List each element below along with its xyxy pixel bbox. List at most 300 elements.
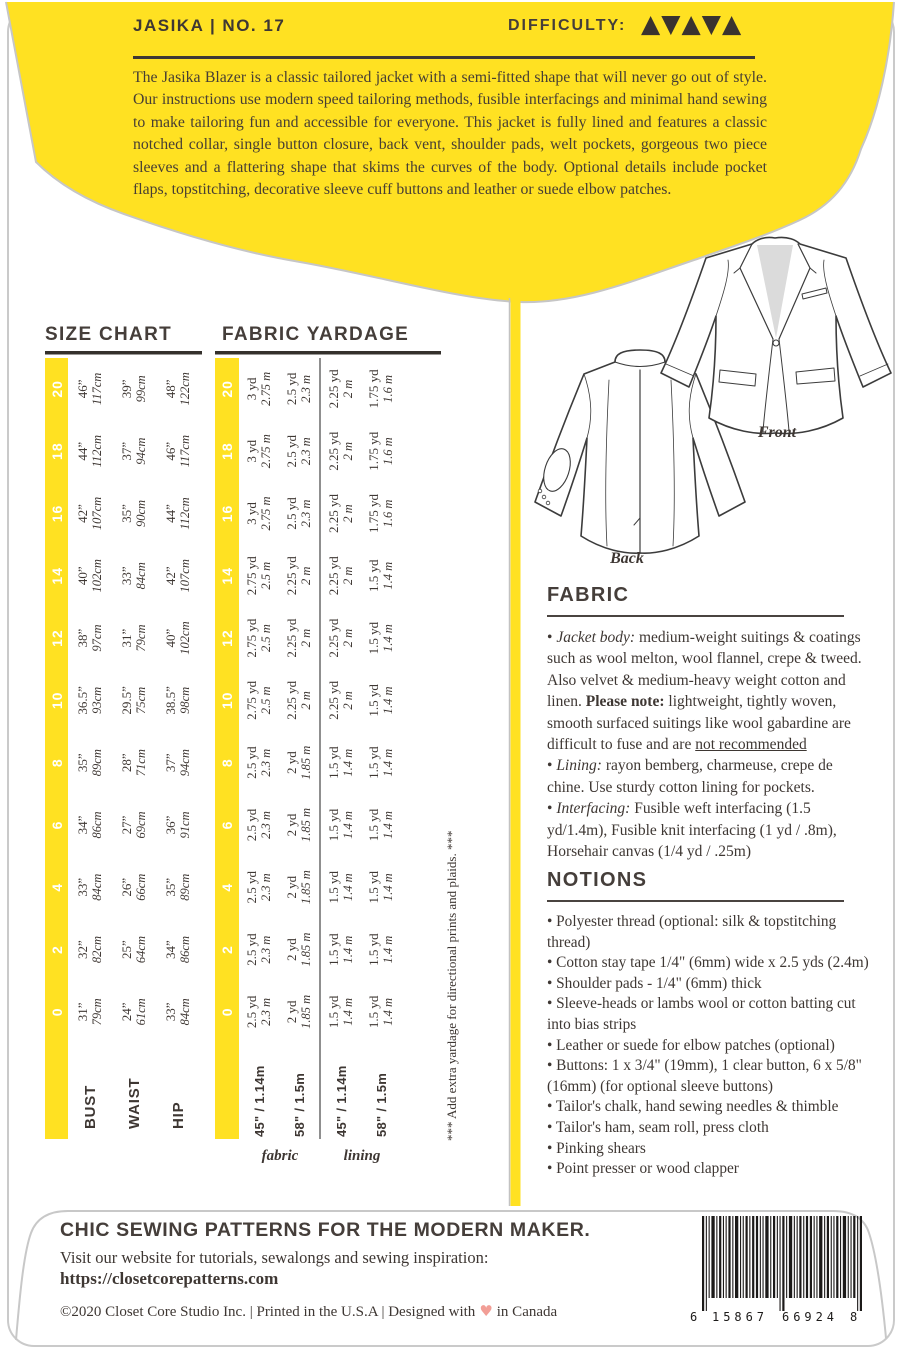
meters-value: 2.3 m [299,437,313,466]
fabric-section-title: FABRIC [547,584,630,606]
inches-value: 36.5” [75,686,90,715]
measurement-cell [68,358,112,420]
size-cell: 20 [215,358,239,420]
size-cell: 12 [215,607,239,669]
yards-value: 2 yd [284,813,299,837]
cm-value: 102cm [178,621,192,655]
cm-value: 94cm [134,437,148,465]
cm-value: 89cm [178,873,192,901]
size-cell: 4 [215,856,239,918]
yardage-cell [279,607,321,669]
triangle-down-icon: ▼ [661,9,681,38]
size-header-spacer [45,1043,68,1139]
measurement-cell [112,669,156,731]
bullet-text: medium-weight suitings & coatings such as wool melton, wool flannel, crepe & tweed. Also velvet & medium-heavy weight cotton and linen. [547,629,862,711]
inches-value: 26” [119,877,134,897]
yardage-cell [361,358,401,420]
cm-value: 112cm [178,497,192,530]
yards-value: 2.5 yd [284,497,299,530]
measurement-cell [112,856,156,918]
cm-value: 79cm [90,998,104,1026]
yards-value: 2.75 yd [244,618,259,658]
inches-value: 48” [163,379,178,399]
yardage-cell [361,981,401,1043]
meters-value: 1.85 m [299,745,313,780]
yards-value: 2.25 yd [326,431,341,471]
cm-value: 66cm [134,873,148,901]
yards-value: 1.5 yd [366,684,381,717]
yards-value: 2 yd [284,938,299,961]
group-label-fabric: fabric [261,1148,299,1164]
cm-value: 79cm [134,624,148,652]
inches-value: 42” [75,504,90,523]
bullet-text: Please note: [585,693,665,711]
yardage-cell [239,669,279,731]
brand-title: JASIKA | NO. 17 [133,16,286,35]
size-cell: 20 [45,358,68,420]
yardage-cell [361,420,401,482]
yardage-cell [239,607,279,669]
measurement-cell [156,981,200,1043]
notion-item: • Tailor's ham, seam roll, press cloth [547,1118,769,1136]
measurement-cell [68,482,112,544]
measurement-cell [68,545,112,607]
yards-value: 2.5 yd [284,434,299,468]
header-rule [133,56,755,59]
yards-value: 3 yd [244,502,259,525]
cm-value: 82cm [90,936,104,964]
yardage-cell [279,482,321,544]
inches-value: 33” [119,566,134,586]
meters-value: 1.85 m [299,932,313,967]
inches-value: 40” [75,566,90,586]
meters-value: 2.3 m [259,748,273,777]
meters-value: 1.85 m [299,870,313,905]
difficulty-icons [641,8,741,40]
measurement-cell [112,482,156,544]
bullet-text: Jacket body: [556,629,639,646]
notion-item: • Point presser or wood clapper [547,1160,739,1178]
meters-value: 2 m [341,441,355,461]
cm-value: 112cm [90,434,104,468]
back-caption: Back [610,550,644,567]
meters-value: 2.75 m [259,496,273,531]
size-cell: 6 [45,794,68,856]
yards-value: 1.5 yd [326,871,341,904]
yardage-cell [361,482,401,544]
meters-value: 1.4 m [381,935,395,964]
yards-value: 2.75 yd [244,680,259,720]
meters-value: 2.3 m [259,997,273,1026]
yards-value: 3 yd [244,377,259,401]
yardage-cell [321,732,361,794]
meters-value: 1.6 m [381,437,395,466]
inches-value: 31” [119,628,134,648]
inches-value: 44” [75,441,90,461]
cm-value: 117cm [178,434,192,468]
row-label-bust: BUST [81,1084,99,1129]
measurement-cell [156,482,200,544]
yardage-cell [321,482,361,544]
inches-value: 37” [163,753,178,773]
footer-copyright [60,1302,557,1321]
size-cell: 12 [45,607,68,669]
inches-value: 38” [75,628,90,648]
notion-item: • Buttons: 1 x 3/4" (19mm), 1 clear button, 6 x 5/8" (16mm) (for optional sleeve buttons) [547,1057,862,1095]
yards-value: 1.5 yd [366,559,381,593]
inches-value: 27” [119,815,134,835]
inches-value: 42” [163,566,178,586]
size-chart-top-rule [45,351,202,355]
yards-value: 2.75 yd [244,556,259,596]
measurement-cell [112,358,156,420]
cm-value: 91cm [178,811,192,839]
yards-value: 2.5 yd [244,746,259,779]
meters-value: 2.5 m [259,624,273,652]
fabric-rule [547,615,844,617]
size-cell: 16 [45,482,68,544]
yards-value: 2.25 yd [326,556,341,596]
meters-value: 2 m [299,628,313,648]
yardage-cell [321,358,361,420]
yards-value: 3 yd [244,439,259,463]
cm-value: 89cm [90,749,104,777]
triangle-down-icon: ▼ [701,9,721,38]
meters-value: 1.4 m [381,748,395,777]
yardage-cell [321,794,361,856]
cm-value: 98cm [178,686,192,714]
bullet-text: Interfacing: [556,800,635,818]
copyright-text: ©2020 Closet Core Studio Inc. | Printed in the U.S.A | Designed with [60,1304,476,1320]
cm-value: 86cm [178,936,192,964]
notion-item: • Shoulder pads - 1/4" (6mm) thick [547,974,762,992]
measurement-cell [68,669,112,731]
fabric-bullet: • Lining: rayon bemberg, charmeuse, crepe de chine. Use sturdy cotton lining for pockets. [547,757,833,796]
meters-value: 1.4 m [341,811,355,839]
size-cell: 16 [215,482,239,544]
measurement-cell [112,981,156,1043]
cm-value: 84cm [90,873,104,901]
yardage-cell [239,545,279,607]
yardage-cell [279,981,321,1043]
yardage-width-label: 45" / 1.14m [251,1065,267,1137]
cm-value: 71cm [134,749,148,777]
svg-text:8: 8 [850,1310,858,1324]
yardage-cell [361,918,401,980]
yards-value: 2.25 yd [326,369,341,409]
yards-value: 2.5 yd [244,871,259,904]
yards-value: 2.25 yd [326,493,341,533]
yardage-cell [321,420,361,482]
description-text: The Jasika Blazer is a classic tailored jacket with a semi-fitted shape that will never go out of style. Our instructions use modern speed tailoring methods, fusible interfacings and minimal hand sewing to make tailoring fun and accessible for everyone. This jacket is fully lined and features a classic notched collar, single button closure, back vent, shoulder pads, welt pockets, gorgeous two piece sleeves and a flattering shape that skims the curves of the body. Optional details include pocket flaps, topstitching, decorative sleeve cuff buttons and leather or suede elbow patches. [133,69,767,199]
meters-value: 1.4 m [341,748,355,777]
barcode-svg [690,1216,862,1324]
inches-value: 34” [163,940,178,959]
footer-visit-text: Visit our website for tutorials, sewalongs and sewing inspiration: [60,1248,489,1267]
yardage-cell [279,545,321,607]
svg-text:15867: 15867 [712,1310,764,1324]
yards-value: 2.5 yd [244,933,259,966]
meters-value: 2.75 m [259,434,273,469]
meters-value: 2 m [341,566,355,585]
measurement-cell [68,918,112,980]
yardage-cell [361,732,401,794]
measurement-cell [156,856,200,918]
inches-value: 46” [163,441,178,461]
footer-url: https://closetcorepatterns.com [60,1269,279,1288]
yards-value: 1.5 yd [326,933,341,966]
svg-text:6: 6 [690,1310,698,1324]
cm-value: 69cm [134,811,148,839]
notion-item: • Polyester thread (optional: silk & topstitching thread) [547,913,837,951]
inches-value: 35” [119,504,134,523]
meters-value: 2.75 m [259,371,273,406]
yards-value: 1.75 yd [366,369,381,409]
meters-value: 1.4 m [381,811,395,839]
measurement-cell [68,981,112,1043]
yardage-cell [321,669,361,731]
yards-value: 2 yd [284,875,299,899]
notions-section-title: NOTIONS [547,869,648,891]
cm-value: 107cm [178,559,192,593]
yards-value: 1.5 yd [366,746,381,779]
measurement-cell [68,420,112,482]
yards-value: 2.5 yd [244,808,259,842]
measurement-cell [112,918,156,980]
yardage-cell [361,607,401,669]
meters-value: 2 m [341,628,355,648]
cm-value: 122cm [178,372,192,406]
yards-value: 1.5 yd [366,933,381,966]
size-chart-title: SIZE CHART [45,324,172,345]
measurement-cell [68,794,112,856]
notion-item: • Leather or suede for elbow patches (optional) [547,1036,835,1054]
meters-value: 1.6 m [381,375,395,403]
meters-value: 2 m [341,379,355,399]
triangle-up-icon: ▲ [681,9,701,38]
measurement-cell [156,358,200,420]
inches-value: 25” [119,940,134,959]
yardage-cell [239,732,279,794]
cm-value: 94cm [178,749,192,777]
footer-tagline: CHIC SEWING PATTERNS FOR THE MODERN MAKER. [60,1219,591,1241]
inches-value: 28” [119,753,134,773]
yardage-cell [239,794,279,856]
cm-value: 86cm [90,811,104,839]
yardage-cell [279,358,321,420]
size-cell: 2 [45,918,68,980]
yards-value: 2.25 yd [326,680,341,720]
meters-value: 1.85 m [299,994,313,1029]
size-cell: 8 [45,732,68,794]
meters-value: 1.6 m [381,499,395,528]
meters-value: 1.4 m [381,624,395,652]
yardage-cell [321,607,361,669]
fabric-bullet: • Interfacing: Fusible weft interfacing (1.5 yd/1.4m), Fusible knit interfacing (1 yd / .8m), Horsehair canvas (1/4 yd / .25m) [547,800,837,861]
copyright-text-2: in Canada [496,1304,558,1320]
yards-value: 1.5 yd [326,995,341,1029]
measurement-cell [156,669,200,731]
bullet-text: Fusible weft interfacing (1.5 yd/1.4m), Fusible knit interfacing (1 yd / .8m), Horsehair canvas (1/4 yd / .25m) [547,800,837,861]
bullet-text: rayon bemberg, charmeuse, crepe de chine. Use sturdy cotton lining for pockets. [547,757,833,796]
yards-value: 2.5 yd [284,372,299,406]
size-cell: 0 [45,981,68,1043]
bullet-text: not recommended [695,736,807,754]
cm-value: 84cm [178,998,192,1026]
yardage-width-label: 45" / 1.14m [333,1065,349,1137]
row-label-hip: HIP [169,1101,187,1129]
jacket-illustrations [515,232,900,572]
cm-value: 102cm [90,559,104,593]
yardage-top-rule [215,351,441,355]
size-cell: 0 [215,981,239,1043]
measurement-cell [68,856,112,918]
notions-rule [547,900,844,902]
notion-item: • Cotton stay tape 1/4" (6mm) wide x 2.5 yds (2.4m) [547,954,869,972]
cm-value: 75cm [134,686,148,714]
size-cell: 2 [215,918,239,980]
yardage-width-label: 58" / 1.5m [279,1043,321,1139]
bullet-text: Lining: [556,757,606,775]
inches-value: 35” [75,753,90,773]
measurement-cell [156,420,200,482]
meters-value: 1.4 m [341,997,355,1026]
yards-value: 1.5 yd [326,746,341,779]
measurement-cell [156,918,200,980]
yards-value: 2 yd [284,1000,299,1024]
cm-value: 64cm [134,936,148,964]
yardage-cell [279,420,321,482]
measurement-cell [112,545,156,607]
yardage-note: *** Add extra yardage for directional prints and plaids. *** [444,830,459,1141]
notions-list [547,912,879,1180]
meters-value: 1.4 m [381,686,395,715]
size-cell: 14 [215,545,239,607]
measurement-cell [68,732,112,794]
yardage-width-label: 58" / 1.5m [373,1072,389,1137]
inches-value: 33” [163,1002,178,1022]
yardage-cell [239,918,279,980]
measurement-cell [112,732,156,794]
meters-value: 2.5 m [259,686,273,715]
meters-value: 2.3 m [259,873,273,902]
cm-value: 99cm [134,375,148,403]
meters-value: 1.4 m [381,873,395,902]
group-label-lining: lining [343,1148,381,1164]
yardage-cell [279,732,321,794]
yardage-cell [361,856,401,918]
yards-value: 2 yd [284,751,299,775]
bullet-text: lightweight, tightly woven, smooth surfaced suitings like wool gabardine are difficult to fuse and are [547,693,851,754]
yardage-cell [361,669,401,731]
yards-value: 1.75 yd [366,431,381,471]
size-cell: 14 [45,545,68,607]
yards-value: 1.5 yd [326,808,341,842]
size-chart-table [45,358,200,1139]
inches-value: 39” [119,379,134,399]
yardage-cell [321,545,361,607]
fabric-bullet: • Jacket body: medium-weight suitings & coatings such as wool melton, wool flannel, crepe & tweed. Also velvet & medium-heavy weight cotton and linen. Please note: lightweight, tightly woven, smooth surfaced suitings like wool gabardine are difficult to fuse and are not recommended [547,629,862,754]
yardage-cell [279,794,321,856]
cm-value: 84cm [134,562,148,590]
yardage-cell [239,358,279,420]
meters-value: 1.4 m [381,561,395,590]
difficulty-label: DIFFICULTY: [508,17,627,34]
measurement-cell [112,607,156,669]
yards-value: 2.25 yd [284,680,299,720]
yardage-cell [361,794,401,856]
yardage-cell [239,420,279,482]
size-cell: 4 [45,856,68,918]
yards-value: 2.5 yd [244,995,259,1029]
inches-value: 36” [163,815,178,835]
size-cell: 10 [215,669,239,731]
meters-value: 2.5 m [259,561,273,590]
meters-value: 2 m [341,504,355,523]
inches-value: 24” [119,1002,134,1022]
meters-value: 2.3 m [299,375,313,403]
cm-value: 97cm [90,624,104,652]
meters-value: 1.85 m [299,807,313,842]
inches-value: 35” [163,877,178,897]
size-cell: 6 [215,794,239,856]
yardage-cell [239,981,279,1043]
barcode [690,1216,862,1329]
cm-value: 93cm [90,686,104,714]
yards-value: 1.5 yd [366,808,381,842]
measurement-cell [156,732,200,794]
inches-value: 38.5” [163,686,178,715]
yards-value: 1.5 yd [366,995,381,1029]
yardage-cell [239,482,279,544]
triangle-up-icon: ▲ [641,9,661,38]
inches-value: 37” [119,441,134,461]
yardage-cell [321,918,361,980]
yards-value: 2.25 yd [284,556,299,596]
yards-value: 2.25 yd [326,618,341,658]
measurement-cell [68,607,112,669]
measurement-cell [156,794,200,856]
front-button [773,340,779,346]
inches-value: 31” [75,1002,90,1022]
size-cell: 18 [45,420,68,482]
yardage-cell [361,545,401,607]
meters-value: 1.4 m [341,935,355,964]
inches-value: 32” [75,940,90,959]
svg-text:66924: 66924 [782,1310,834,1324]
size-cell: 8 [215,732,239,794]
fabric-yardage-table [215,358,401,1139]
yardage-cell [279,918,321,980]
meters-value: 2 m [341,691,355,710]
meters-value: 1.4 m [341,873,355,902]
yards-value: 1.5 yd [366,871,381,904]
barcode-digits [690,1310,857,1324]
yardage-header-spacer [215,1043,239,1139]
yards-value: 1.5 yd [366,621,381,655]
meters-value: 2 m [299,566,313,585]
yardage-cell [279,856,321,918]
notion-item: • Pinking shears [547,1139,646,1157]
meters-value: 2.3 m [299,499,313,528]
meters-value: 2.3 m [259,811,273,839]
notion-item: • Sleeve-heads or lambs wool or cotton batting cut into bias strips [547,995,856,1033]
measurement-cell [112,420,156,482]
fabric-bullet-list [547,627,871,862]
inches-value: 40” [163,628,178,648]
inches-value: 44” [163,504,178,523]
meters-value: 1.4 m [381,997,395,1026]
